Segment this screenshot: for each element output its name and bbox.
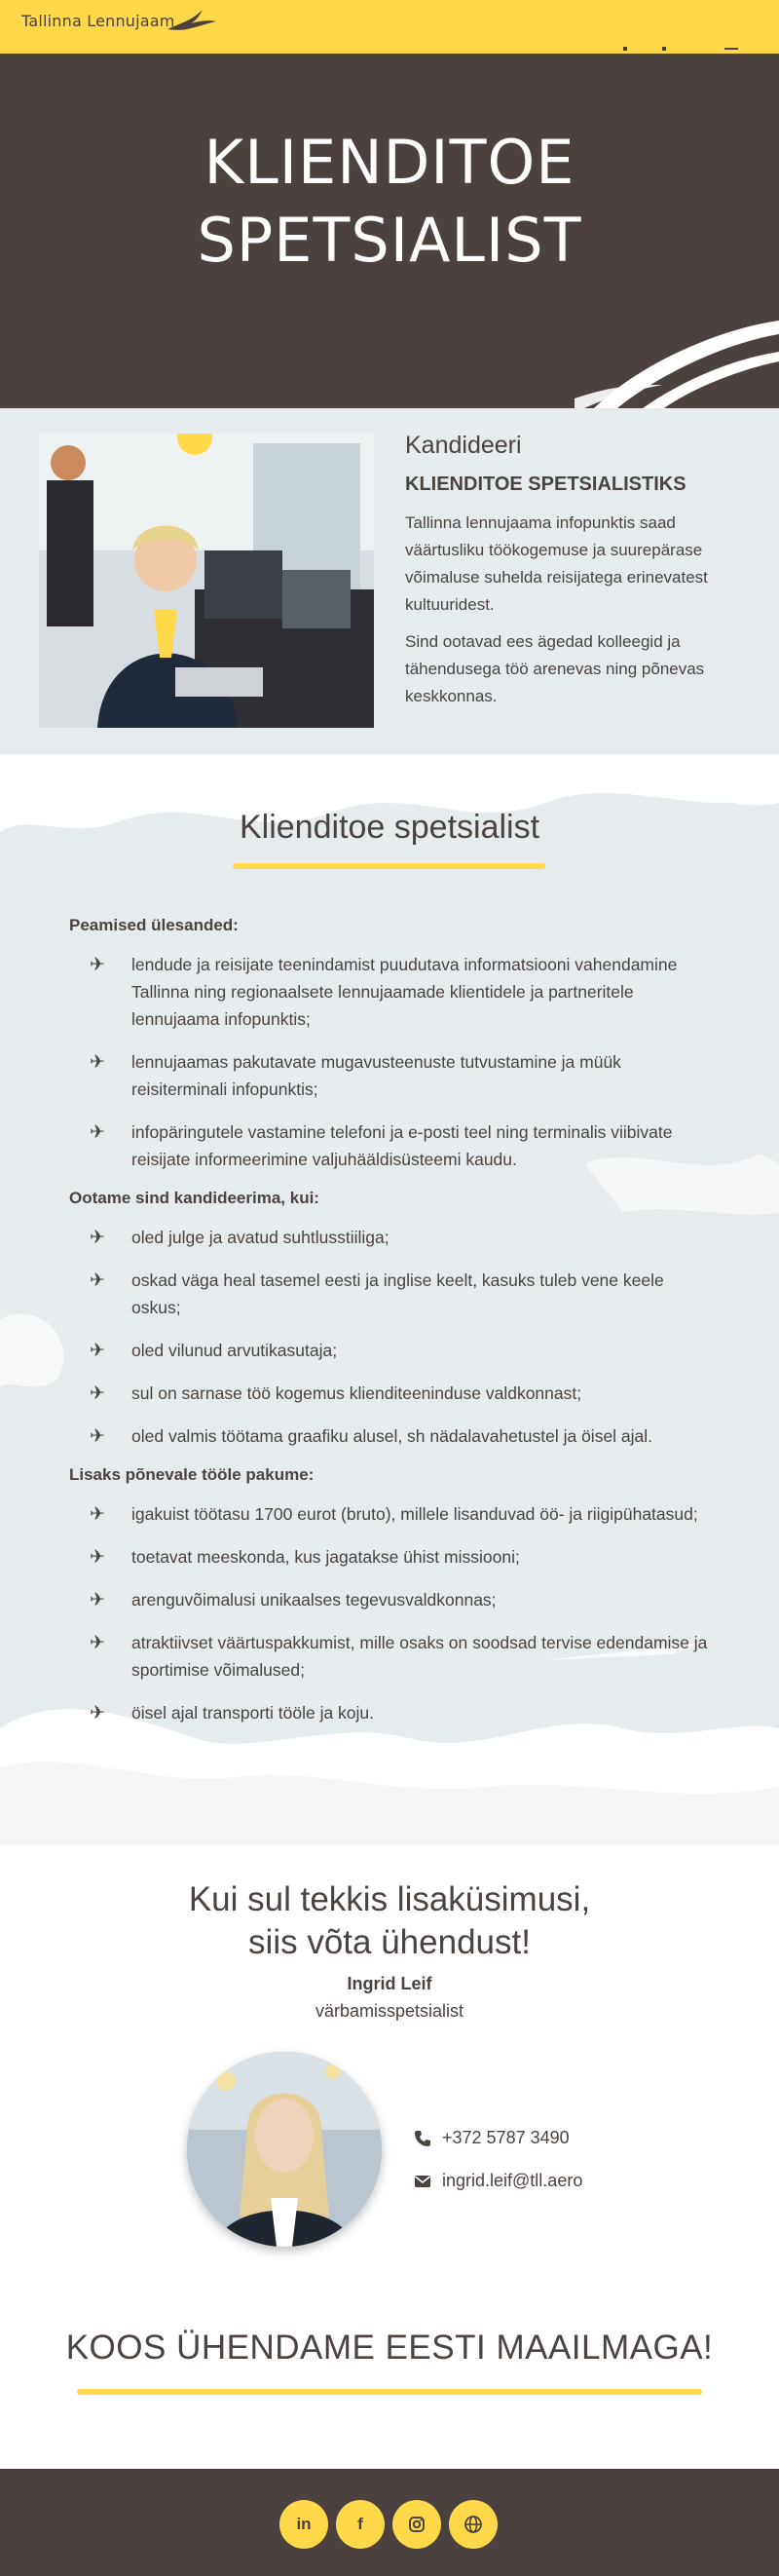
page-title-line-1: KLIENDITOE: [204, 127, 575, 198]
contact-heading: [0, 1878, 779, 1964]
avatar: [187, 2052, 382, 2247]
list-item-text: sul on sarnase töö kogemus klienditeeninduse valdkonnast;: [131, 1383, 582, 1403]
airplane-icon: ✈: [90, 1633, 105, 1653]
list-item-text: atraktiivset väärtuspakkumist, mille osaks on soodsad tervise edendamise ja sportimise võimalused;: [131, 1633, 708, 1680]
contact-name: Ingrid Leif: [347, 1974, 432, 1993]
contact-heading-line-2: siis võta ühendust!: [248, 1923, 531, 1961]
apply-heading: KLIENDITOE SPETSIALISTIKS: [405, 474, 686, 495]
list-item: [69, 1267, 712, 1321]
job-title-heading: Klienditoe spetsialist: [239, 809, 540, 846]
globe-icon[interactable]: [449, 2500, 498, 2549]
list-item: [69, 1629, 712, 1684]
contact-role: värbamisspetsialist: [315, 2001, 464, 2021]
airplane-icon: ✈: [90, 1228, 105, 1248]
list-item: [69, 1500, 712, 1528]
airplane-icon: ✈: [90, 1270, 105, 1291]
contact-section: [0, 1845, 779, 2469]
page-title: [0, 124, 779, 280]
list-item-text: lendude ja reisijate teenindamist puudutava informatsiooni vahendamine Tallinna ning regionaalsete lennujaamade klientidele ja partneritele lennujaama infopunktis;: [131, 955, 678, 1029]
intro-paragraph-1: Tallinna lennujaama infopunktis saad väärtusliku töökogemuse ja suurepärase võimaluse suhelda reisijatega erinevatest kultuuridest.: [405, 513, 708, 614]
facebook-icon[interactable]: [336, 2500, 385, 2549]
instagram-glyph: [407, 2515, 427, 2534]
menu-hint-icon[interactable]: [584, 43, 740, 51]
list-item: [69, 1048, 712, 1103]
airplane-icon: ✈: [90, 1341, 105, 1361]
list-item: [69, 1337, 712, 1364]
list-item-text: toetavat meeskonda, kus jagatakse ühist missiooni;: [131, 1547, 520, 1567]
slogan: KOOS ÜHENDAME EESTI MAAILMAGA!: [65, 2329, 714, 2367]
list-item-text: infopäringutele vastamine telefoni ja e-posti teel ning terminalis viibivate reisijate informeerimine valjuhääldisüsteemi kaudu.: [131, 1122, 673, 1169]
intro-paragraph-2: Sind ootavad ees ägedad kolleegid ja tähendusega töö arenevas ning põnevas keskkonnas.: [405, 632, 705, 705]
phone-icon: [413, 2129, 432, 2148]
infodesk-photo: [39, 434, 374, 728]
job-details-list: [69, 916, 712, 1742]
list-item-text: arenguvõimalusi unikaalses tegevusvaldkonnas;: [131, 1590, 497, 1610]
list-item: [69, 951, 712, 1033]
list-item: [69, 1699, 712, 1726]
top-bar: [0, 0, 779, 54]
airplane-icon: ✈: [90, 1590, 105, 1610]
airplane-icon: ✈: [90, 1122, 105, 1143]
airplane-icon: ✈: [90, 1703, 105, 1724]
section-heading: Peamised ülesanded:: [69, 916, 239, 934]
section-heading: Ootame sind kandideerima, kui:: [69, 1189, 319, 1207]
hero-swoosh-decoration: [575, 291, 779, 408]
title-underline: [233, 863, 545, 869]
airplane-icon: ✈: [90, 1426, 105, 1447]
airplane-icon: ✈: [90, 1052, 105, 1073]
contact-phone-row[interactable]: [413, 2128, 570, 2148]
airplane-icon: ✈: [90, 955, 105, 975]
airplane-icon: ✈: [90, 1547, 105, 1568]
envelope-icon: [413, 2172, 432, 2191]
list-item-text: oskad väga heal tasemel eesti ja inglise keelt, kasuks tuleb vene keele oskus;: [131, 1270, 664, 1317]
linkedin-glyph: in: [296, 2515, 312, 2533]
apply-kicker: Kandideeri: [405, 432, 522, 459]
page-title-line-2: SPETSIALIST: [197, 205, 582, 276]
slogan-underline: [77, 2389, 702, 2395]
hero-banner: [0, 54, 779, 408]
airplane-icon: ✈: [90, 1383, 105, 1404]
contact-email-row[interactable]: [413, 2171, 582, 2191]
instagram-icon[interactable]: [392, 2500, 441, 2549]
list-item-text: igakuist töötasu 1700 eurot (bruto), millele lisanduvad öö- ja riigipühatasud;: [131, 1504, 698, 1524]
section-heading: Lisaks põnevale tööle pakume:: [69, 1465, 315, 1484]
list-item: [69, 1118, 712, 1173]
intro-section: [0, 408, 779, 754]
list-item-text: oled valmis töötama graafiku alusel, sh nädalavahetustel ja öisel ajal.: [131, 1426, 653, 1446]
contact-heading-line-1: Kui sul tekkis lisaküsimusi,: [188, 1880, 591, 1918]
infodesk-illustration: [39, 434, 374, 728]
list-item-text: oled julge ja avatud suhtlusstiiliga;: [131, 1228, 390, 1247]
linkedin-icon[interactable]: [279, 2500, 328, 2549]
list-item: [69, 1422, 712, 1450]
list-item-text: oled vilunud arvutikasutaja;: [131, 1341, 338, 1360]
globe-glyph: [464, 2515, 483, 2534]
avatar-portrait: [187, 2052, 382, 2247]
list-item-text: öisel ajal transporti tööle ja koju.: [131, 1703, 375, 1723]
contact-phone[interactable]: +372 5787 3490: [442, 2128, 570, 2147]
contact-email[interactable]: ingrid.leif@tll.aero: [442, 2171, 583, 2190]
list-item: [69, 1543, 712, 1571]
list-item: [69, 1586, 712, 1613]
swallow-logo-icon: [166, 6, 218, 35]
logo-text: Tallinna Lennujaam: [21, 12, 175, 30]
list-item: [69, 1380, 712, 1407]
job-details-section: [0, 754, 779, 1845]
list-item: [69, 1224, 712, 1251]
logo[interactable]: [21, 12, 175, 30]
facebook-glyph: f: [357, 2515, 363, 2533]
list-item-text: lennujaamas pakutavate mugavusteenuste tutvustamine ja müük reisiterminali infopunktis;: [131, 1052, 621, 1099]
intro-text: [405, 432, 740, 720]
footer: [0, 2469, 779, 2576]
airplane-icon: ✈: [90, 1504, 105, 1525]
